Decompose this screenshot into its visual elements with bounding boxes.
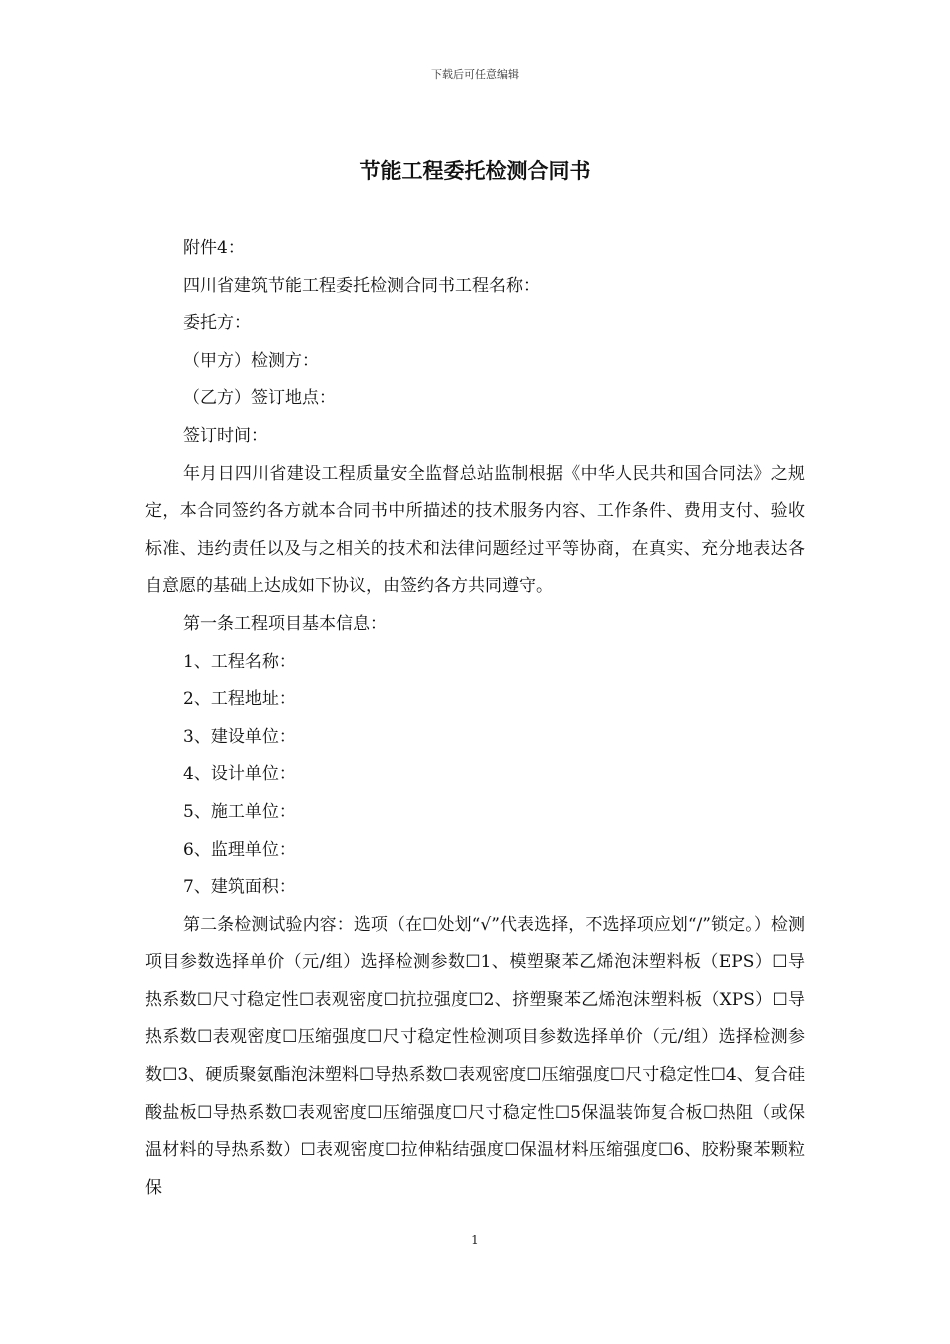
page-number: 1	[471, 1233, 479, 1247]
paragraph-designer: 4、设计单位：	[183, 764, 296, 785]
paragraph-project-name: 1、工程名称：	[183, 651, 296, 672]
paragraph-article-1: 第一条工程项目基本信息：	[183, 613, 387, 634]
paragraph-preamble: 年月日四川省建设工程质量安全监督总站监制根据《中华人民共和国合同法》之规定，本合同签约各方就本合同书中所描述的技术服务内容、工作条件、费用支付、验收标准、违约责任以及与之相关的技术和法律问题经过平等协商，在真实、充分地表达各自意愿的基础上达成如下协议，由签约各方共同遵守。	[145, 463, 805, 597]
paragraph-client: 委托方：	[183, 313, 251, 334]
paragraph-contract-name: 四川省建筑节能工程委托检测合同书工程名称：	[183, 275, 540, 296]
paragraph-supervisor: 6、监理单位：	[183, 839, 296, 860]
paragraph-sign-time: 签订时间：	[183, 425, 268, 446]
document-title: 节能工程委托检测合同书	[359, 159, 591, 183]
paragraph-attachment: 附件4：	[183, 238, 245, 258]
paragraph-party-a: （甲方）检测方：	[183, 350, 319, 371]
paragraph-builder: 3、建设单位：	[183, 726, 296, 747]
paragraph-article-2: 第二条检测试验内容：选项（在☐处划“√”代表选择，不选择项应划“/”锁定。）检测项目参数选择单价（元/组）选择检测参数☐1、模塑聚苯乙烯泡沫塑料板（EPS）☐导热系数☐尺寸稳定性☐表观密度☐抗拉强度☐2、挤塑聚苯乙烯泡沫塑料板（XPS）☐导热系数☐表观密度☐压缩强度☐尺寸稳定性检测项目参数选择单价（元/组）选择检测参数☐3、硬质聚氨酯泡沫塑料☐导热系数☐表观密度☐压缩强度☐尺寸稳定性☐4、复合硅酸盐板☐导热系数☐表观密度☐压缩强度☐尺寸稳定性☐5保温装饰复合板☐热阻（或保温材料的导热系数）☐表观密度☐拉伸粘结强度☐保温材料压缩强度☐6、胶粉聚苯颗粒保	[145, 914, 805, 1198]
document-body	[145, 230, 805, 1207]
page-header: 下载后可任意编辑	[431, 68, 519, 81]
paragraph-party-b: （乙方）签订地点：	[183, 388, 336, 409]
paragraph-floor-area: 7、建筑面积：	[183, 877, 296, 898]
paragraph-constructor: 5、施工单位：	[183, 801, 296, 822]
paragraph-project-address: 2、工程地址：	[183, 689, 296, 710]
